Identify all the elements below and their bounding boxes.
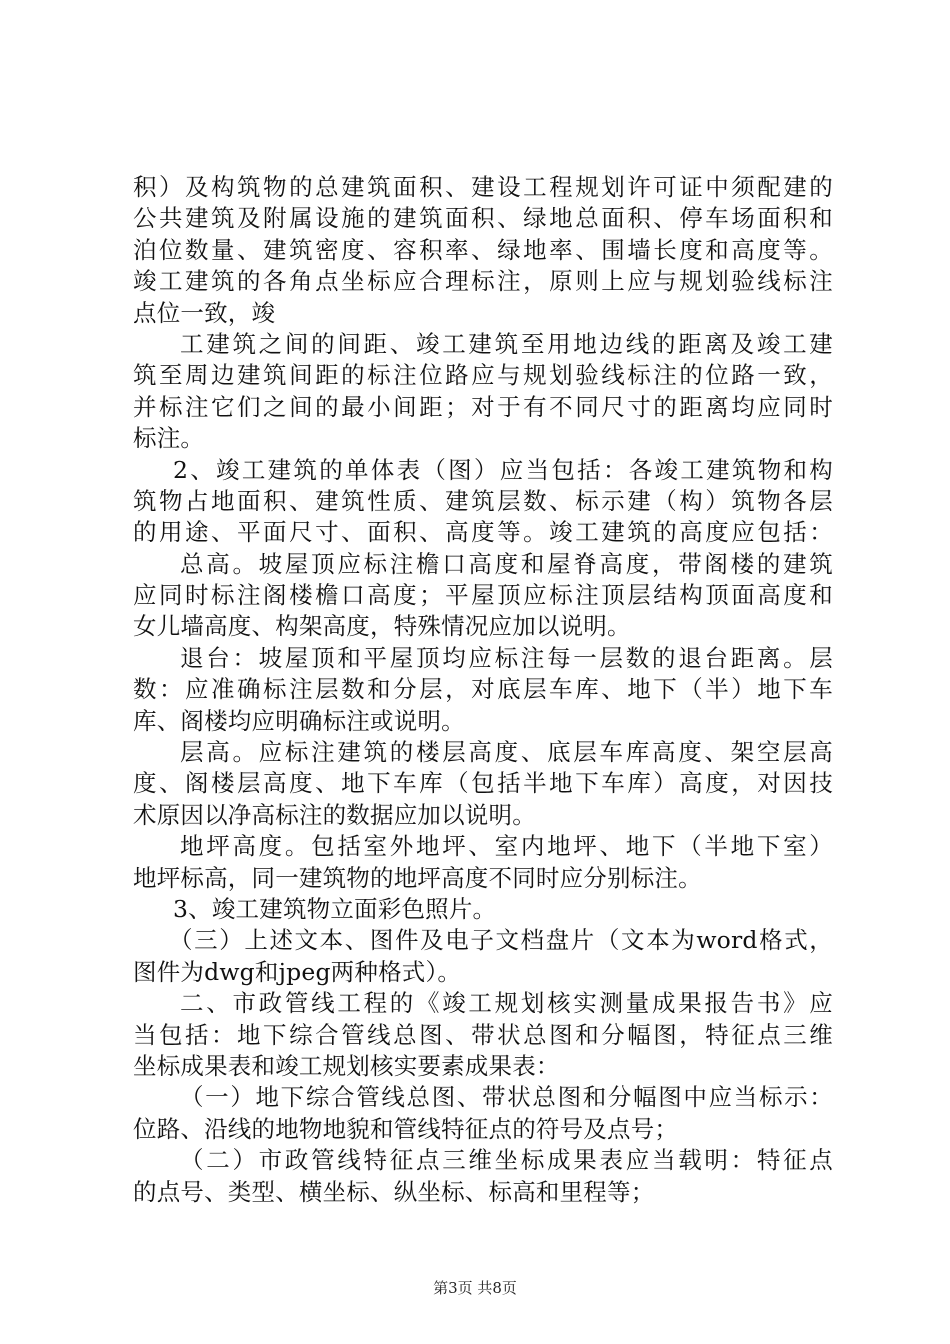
text-line: （二）市政管线特征点三维坐标成果表应当载明：特征点 [180, 1146, 833, 1175]
text-line: （一）地下综合管线总图、带状总图和分幅图中应当标示： [180, 1083, 833, 1112]
text-line: 2、竣工建筑的单体表（图）应当包括：各竣工建筑物和构 [173, 455, 833, 484]
text-line: 标注。 [133, 424, 205, 453]
text-line: 层高。应标注建筑的楼层高度、底层车库高度、架空层高 [180, 738, 833, 767]
text-line: 二、市政管线工程的《竣工规划核实测量成果报告书》应 [180, 989, 833, 1018]
text-line: 筑物占地面积、建筑性质、建筑层数、标示建（构）筑物各层 [133, 486, 833, 515]
text-line: 退台：坡屋顶和平屋顶均应标注每一层数的退台距离。层 [180, 643, 833, 672]
text-line: 女儿墙高度、构架高度，特殊情况应加以说明。 [133, 612, 631, 641]
text-line: 点位一致，竣 [133, 298, 276, 327]
text-line: （三）上述文本、图件及电子文档盘片（文本为word格式， [169, 926, 833, 955]
text-line: 公共建筑及附属设施的建筑面积、绿地总面积、停车场面积和 [133, 204, 833, 233]
text-line: 坐标成果表和竣工规划核实要素成果表： [133, 1051, 560, 1080]
text-line: 度、阁楼层高度、地下车库（包括半地下车库）高度，对因技 [133, 769, 833, 798]
text-line: 应同时标注阁楼檐口高度；平屋顶应标注顶层结构顶面高度和 [133, 581, 833, 610]
text-line: 工建筑之间的间距、竣工建筑至用地边线的距离及竣工建 [180, 329, 833, 358]
text-line: 泊位数量、建筑密度、容积率、绿地率、围墙长度和高度等。 [133, 235, 833, 264]
page-footer: 第3页 共8页 [433, 1279, 517, 1297]
body-text [133, 172, 833, 1208]
text-line: 总高。坡屋顶应标注檐口高度和屋脊高度，带阁楼的建筑 [180, 549, 833, 578]
text-line: 地坪标高，同一建筑物的地坪高度不同时应分别标注。 [133, 863, 702, 892]
text-line: 的点号、类型、横坐标、纵坐标、标高和里程等； [133, 1177, 655, 1206]
text-line: 当包括：地下综合管线总图、带状总图和分幅图，特征点三维 [133, 1020, 833, 1049]
text-line: 积）及构筑物的总建筑面积、建设工程规划许可证中须配建的 [133, 173, 833, 201]
text-line: 筑至周边建筑间距的标注位路应与规划验线标注的位路一致， [133, 361, 833, 390]
text-line: 数：应准确标注层数和分层，对底层车库、地下（半）地下车 [133, 675, 833, 704]
text-line: 的用途、平面尺寸、面积、高度等。竣工建筑的高度应包括： [133, 518, 833, 547]
text-line: 库、阁楼均应明确标注或说明。 [133, 706, 465, 735]
text-line: 3、竣工建筑物立面彩色照片。 [173, 894, 497, 923]
text-line: 竣工建筑的各角点坐标应合理标注，原则上应与规划验线标注 [133, 267, 833, 296]
text-line: 图件为dwg和jpeg两种格式）。 [133, 957, 462, 986]
text-line: 位路、沿线的地物地貌和管线特征点的符号及点号； [133, 1114, 679, 1143]
text-line: 并标注它们之间的最小间距；对于有不同尺寸的距离均应同时 [133, 392, 833, 421]
text-line: 术原因以净高标注的数据应加以说明。 [133, 800, 536, 829]
text-line: 地坪高度。包括室外地坪、室内地坪、地下（半地下室） [180, 832, 833, 861]
